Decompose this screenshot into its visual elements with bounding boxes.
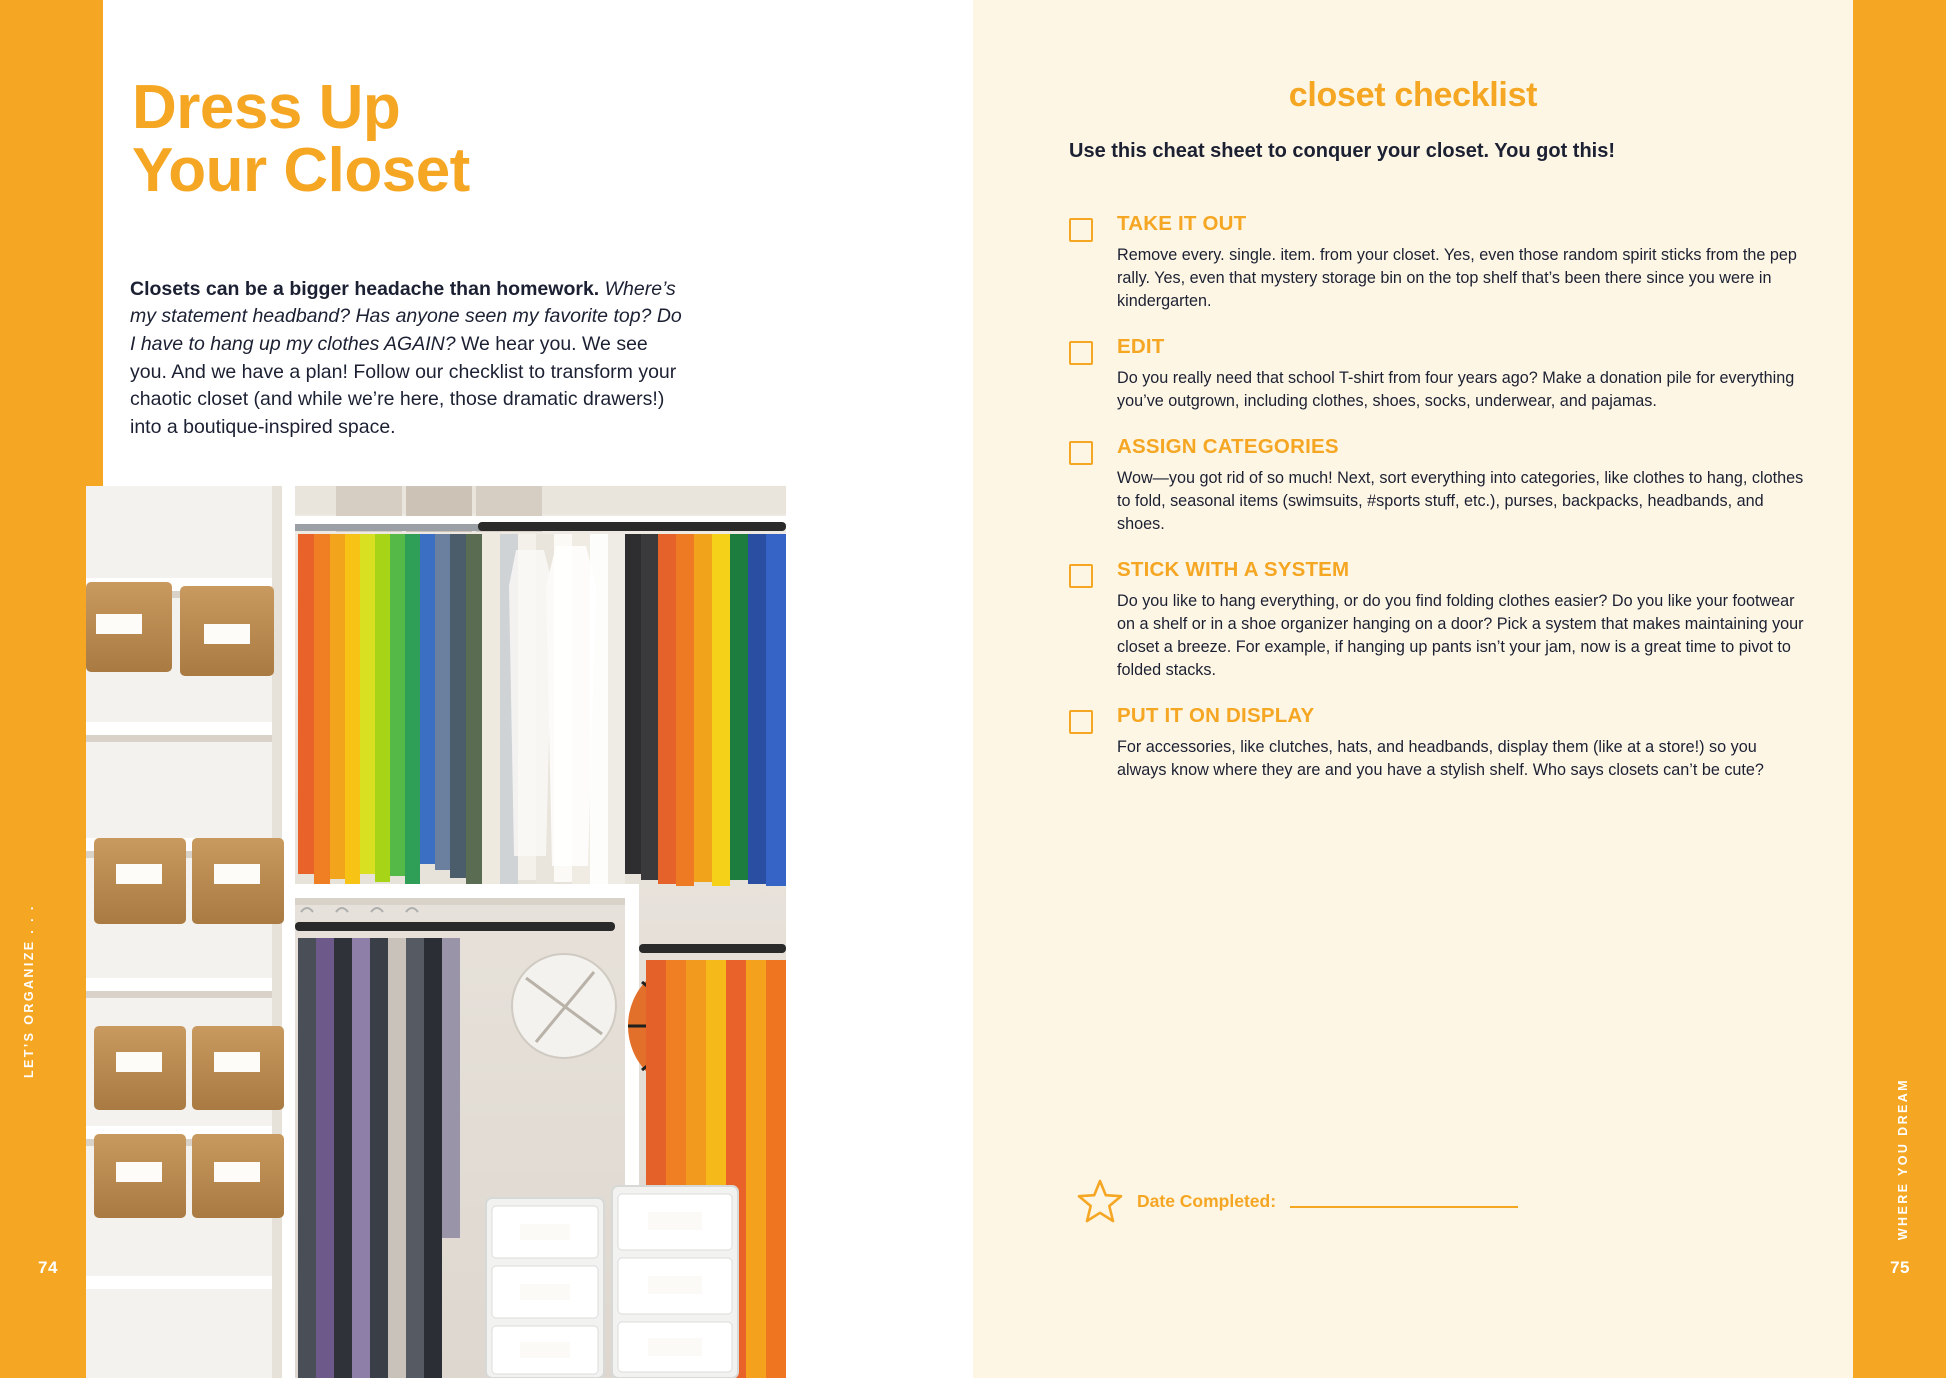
checkbox-put-it-on-display[interactable] (1069, 710, 1093, 734)
date-completed-row (1077, 1178, 1518, 1224)
checklist-item-heading: PUT IT ON DISPLAY (1117, 704, 1315, 727)
checklist-item-heading: EDIT (1117, 335, 1165, 358)
checklist-items (1069, 212, 1821, 804)
checklist-title: closet checklist (1288, 76, 1538, 114)
closet-photo (86, 486, 786, 1378)
checkbox-take-it-out[interactable] (1069, 218, 1093, 242)
page-title-line2: Your Closet (132, 136, 470, 206)
checklist-item (1069, 335, 1821, 413)
date-completed-label: Date Completed: (1137, 1190, 1277, 1211)
left-running-head: LET’S ORGANIZE . . . (22, 904, 36, 1078)
intro-italic: Where’s my statement headband? Has anyone seen my favorite top? Do I have to hang up my clothes AGAIN? (130, 277, 682, 355)
hanging-clothes-lower (298, 938, 460, 1378)
right-page-number: 75 (1890, 1258, 1910, 1277)
page-title-line1: Dress Up (132, 73, 401, 142)
checklist-item (1069, 558, 1821, 682)
checklist-item-body: Do you like to hang everything, or do you find folding clothes easier? Do you like your footwear on a shelf or in a shoe organizer hanging on a door? Pick a system that makes maintaining your closet a breeze. For example, if hanging up pants isn’t your jam, now is a great time to pivot to folded stacks. (1117, 592, 1804, 679)
hanging-clothes-upper (298, 534, 786, 888)
storage-bins (486, 1186, 738, 1378)
checkbox-edit[interactable] (1069, 341, 1093, 365)
checklist-subtitle: Use this cheat sheet to conquer your closet. You got this! (1069, 140, 1616, 162)
right-page (973, 0, 1946, 1378)
checklist-item-body: Remove every. single. item. from your closet. Yes, even those random spirit sticks from the pep rally. Yes, even that mystery storage bin on the top shelf that’s been there since you were in kindergarten. (1117, 246, 1797, 310)
closet-photo-illustration (86, 486, 786, 1378)
checklist-item-heading: ASSIGN CATEGORIES (1117, 435, 1339, 458)
checklist-item-heading: STICK WITH A SYSTEM (1117, 558, 1350, 581)
page-title (132, 73, 832, 206)
star-icon (1077, 1178, 1123, 1224)
checklist-item (1069, 435, 1821, 536)
checklist-item-body: For accessories, like clutches, hats, and headbands, display them (like at a store!) so you always know where they are and you have a stylish shelf. Who says closets can’t be cute? (1117, 738, 1764, 779)
intro-rest: We hear you. We see you. And we have a plan! Follow our checklist to transform your chaotic closet (and while we’re here, those dramatic drawers!) into a boutique-inspired space. (130, 332, 677, 438)
checklist-item (1069, 212, 1821, 313)
checkbox-assign-categories[interactable] (1069, 441, 1093, 465)
date-completed-field[interactable] (1290, 1206, 1518, 1208)
left-page-number: 74 (38, 1258, 58, 1277)
intro-paragraph (130, 276, 690, 442)
right-running-head: WHERE YOU DREAM (1896, 1078, 1910, 1241)
checklist-item-body: Wow—you got rid of so much! Next, sort everything into categories, like clothes to hang, clothes to fold, seasonal items (swimsuits, #sports stuff, etc.), purses, backpacks, headbands, and shoes. (1117, 469, 1804, 533)
basket-group-top (86, 582, 274, 676)
checklist-item-body: Do you really need that school T-shirt from four years ago? Make a donation pile for everything you’ve outgrown, including clothes, shoes, socks, underwear, and pajamas. (1117, 369, 1795, 410)
checkbox-stick-with-a-system[interactable] (1069, 564, 1093, 588)
checklist-item (1069, 704, 1821, 782)
checklist-item-heading: TAKE IT OUT (1117, 212, 1247, 235)
intro-bold: Closets can be a bigger headache than homework. (130, 277, 600, 300)
